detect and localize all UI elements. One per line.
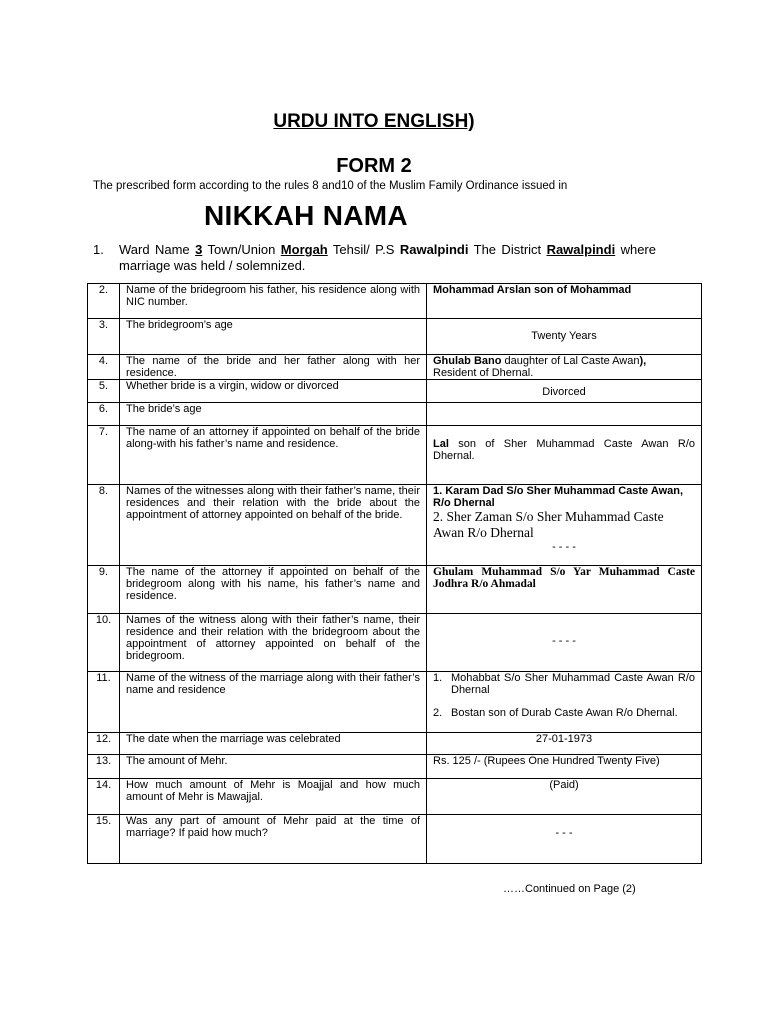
row-answer [427, 672, 702, 733]
table-row [88, 614, 702, 672]
list-item-number: 2. [433, 707, 443, 719]
tehsil-name: Rawalpindi [399, 242, 469, 257]
row-number: 7. [88, 426, 120, 485]
table-row [88, 355, 702, 380]
groom-attorney-name: Ghulam Muhammad S/o Yar Muhammad Caste Jodhra R/o Ahmadal [433, 566, 695, 590]
bride-attorney-detail: son of Sher Muhammad Caste Awan R/o Dhernal. [433, 438, 695, 462]
marriage-witness-2: Bostan son of Durab Caste Awan R/o Dhernal. [451, 707, 678, 719]
row-question: Was any part of amount of Mehr paid at the time of marriage? If paid how much? [120, 815, 427, 864]
row-answer [427, 319, 702, 355]
table-row [88, 319, 702, 355]
row-number: 13. [88, 755, 120, 779]
row-number: 3. [88, 319, 120, 355]
table-row [88, 380, 702, 403]
union-name: Morgah [280, 242, 328, 257]
row-answer [427, 815, 702, 864]
row-answer [427, 733, 702, 755]
ward-text: The District [468, 242, 547, 257]
table-row [88, 733, 702, 755]
ward-line [93, 242, 656, 274]
row-number: 15. [88, 815, 120, 864]
row-question: The bridegroom’s age [120, 319, 427, 355]
row-question: Name of the bridegroom his father, his residence along with NIC number. [120, 284, 427, 319]
row-number: 6. [88, 403, 120, 426]
list-item-number: 1. [433, 672, 443, 684]
row-question: The name of the attorney if appointed on behalf of the bridegroom along with his name, his father’s name and residence. [120, 566, 427, 614]
row-number: 2. [88, 284, 120, 319]
document-title: URDU INTO ENGLISH) [273, 111, 475, 132]
row-answer [427, 566, 702, 614]
row-question: The name of an attorney if appointed on behalf of the bride along-with his father’s name and residence. [120, 426, 427, 485]
ward-number-label: 1. [93, 242, 104, 257]
ward-text: Town/Union [202, 242, 281, 257]
row-question: How much amount of Mehr is Moajjal and how much amount of Mehr is Mawajjal. [120, 779, 427, 815]
row-number: 9. [88, 566, 120, 614]
mehr-paid-blank: - - - [555, 827, 573, 839]
row-question: The amount of Mehr. [120, 755, 427, 779]
row-question: Whether bride is a virgin, widow or divorced [120, 380, 427, 403]
document-name: NIKKAH NAMA [204, 200, 408, 231]
bride-detail: daughter of Lal Caste Awan [501, 355, 640, 367]
bride-detail-punct: ), [639, 355, 647, 367]
continued-note: ……Continued on Page (2) [503, 883, 636, 895]
bride-witness-blank: - - - - [552, 541, 576, 553]
ward-no: 3 [195, 242, 203, 257]
row-answer [427, 284, 702, 319]
table-row [88, 284, 702, 319]
row-number: 4. [88, 355, 120, 380]
list-item [433, 707, 695, 719]
bride-attorney-name: Lal [433, 438, 449, 450]
marriage-witness-1: Mohabbat S/o Sher Muhammad Caste Awan R/o Dhernal [451, 672, 695, 696]
bride-witness-2: 2. Sher Zaman S/o Sher Muhammad Caste Awan R/o Dhernal [433, 509, 664, 540]
bride-residence: Resident of Dhernal. [433, 367, 534, 379]
table-row [88, 403, 702, 426]
row-number: 5. [88, 380, 120, 403]
row-answer [427, 355, 702, 380]
row-number: 8. [88, 485, 120, 566]
bride-witness-1: 1. Karam Dad S/o Sher Muhammad Caste Awan, R/o Dhernal [433, 485, 684, 509]
row-answer: Rs. 125 /- (Rupees One Hundred Twenty Five) [427, 755, 702, 779]
ward-text: Tehsil/ P.S [327, 242, 400, 257]
table-row [88, 815, 702, 864]
table-row [88, 485, 702, 566]
form-number: FORM 2 [336, 155, 412, 177]
table-row [88, 426, 702, 485]
ward-text: Ward Name [119, 242, 196, 257]
row-question: Name of the witness of the marriage along with their father’s name and residence [120, 672, 427, 733]
nikkah-form-table [87, 283, 702, 864]
bride-name: Ghulab Bano [433, 355, 502, 367]
groom-age: Twenty Years [531, 330, 597, 342]
row-question: The date when the marriage was celebrated [120, 733, 427, 755]
ward-text: where marriage was held / solemnized. [119, 242, 656, 273]
row-question: Names of the witnesses along with their father’s name, their residences and their relation with the bride about the appointment of attorney appointed on behalf of the bride. [120, 485, 427, 566]
table-row [88, 672, 702, 733]
row-answer [427, 426, 702, 485]
row-answer [427, 380, 702, 403]
row-answer [427, 403, 702, 426]
row-answer [427, 779, 702, 815]
row-number: 10. [88, 614, 120, 672]
marriage-date: 27-01-1973 [535, 733, 593, 745]
row-question: The bride’s age [120, 403, 427, 426]
row-question: The name of the bride and her father along with her residence. [120, 355, 427, 380]
list-item [433, 672, 695, 696]
groom-name: Mohammad Arslan son of Mohammad [433, 284, 632, 296]
table-row [88, 566, 702, 614]
row-number: 11. [88, 672, 120, 733]
row-answer [427, 614, 702, 672]
form-subtitle: The prescribed form according to the rules 8 and10 of the Muslim Family Ordinance issued in [93, 180, 568, 192]
groom-witness-blank: - - - - [552, 635, 576, 647]
table-row [88, 755, 702, 779]
row-number: 12. [88, 733, 120, 755]
table-row [88, 779, 702, 815]
marriage-witness-list [433, 672, 695, 719]
mehr-status: (Paid) [549, 779, 579, 791]
bride-status: Divorced [542, 386, 586, 398]
district-name: Rawalpindi [546, 242, 616, 257]
row-answer [427, 485, 702, 566]
row-question: Names of the witness along with their father’s name, their residence and their relation with the bridegroom about the appointment of attorney appointed on behalf of the bridegroom. [120, 614, 427, 672]
row-number: 14. [88, 779, 120, 815]
